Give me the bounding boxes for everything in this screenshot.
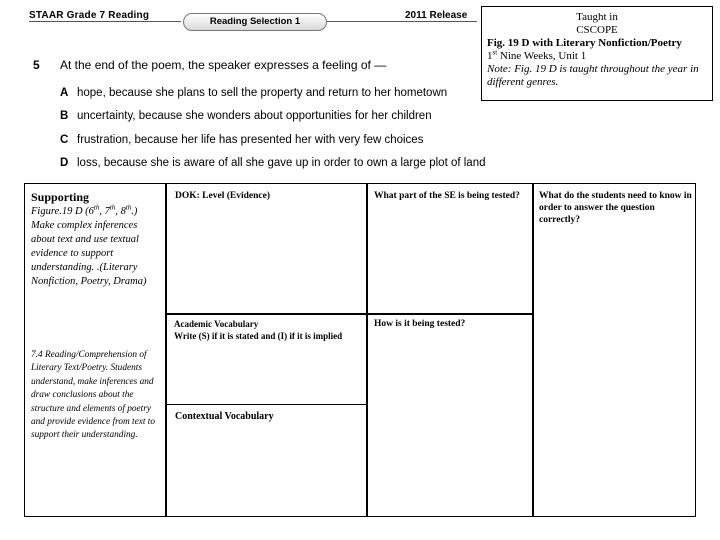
answer-choice-c[interactable] bbox=[60, 134, 423, 146]
taught-in-label: Taught in bbox=[576, 11, 618, 23]
figure-19d-standard: Figure.19 D (6th, 7th, 8th.) Make complex inferences about text and use textual evidence to support understanding. .(Literary Nonfiction, Poetry, Drama) bbox=[31, 203, 147, 287]
reading-selection-label: Reading Selection 1 bbox=[183, 13, 327, 31]
choice-letter: A bbox=[60, 87, 69, 99]
contextual-vocabulary-label: Contextual Vocabulary bbox=[175, 411, 274, 422]
choice-letter: B bbox=[60, 110, 69, 122]
se-tested-label: What part of the SE is being tested? bbox=[374, 191, 520, 201]
cscope-info-box bbox=[481, 6, 713, 101]
standard-7-4: 7.4 Reading/Comprehension of Literary Text/Poetry. Students understand, make inferences and draw conclusions about the structure and elements of poetry and provide evidence from text to support their understanding. bbox=[31, 350, 156, 441]
release-year-label: 2011 Release bbox=[405, 10, 468, 21]
cscope-label: CSCOPE bbox=[576, 24, 618, 36]
choice-text: uncertainty, because she wonders about opportunities for her children bbox=[77, 110, 432, 122]
students-need-cell bbox=[533, 183, 696, 517]
answer-choice-a[interactable] bbox=[60, 87, 447, 99]
se-tested-cell bbox=[367, 183, 533, 314]
nine-weeks-label: 1st Nine Weeks, Unit 1 bbox=[487, 48, 587, 62]
fig-note: Note: Fig. 19 D is taught throughout the year in different genres. bbox=[487, 63, 699, 88]
contextual-vocab-divider bbox=[166, 404, 367, 405]
dok-label: DOK: Level (Evidence) bbox=[175, 191, 270, 201]
how-tested-cell bbox=[367, 314, 533, 517]
choice-text: frustration, because her life has presented her with very few choices bbox=[77, 134, 424, 146]
fig-genre-label: Fig. 19 D with Literary Nonfiction/Poetry bbox=[487, 37, 682, 49]
question-stem: At the end of the poem, the speaker expresses a feeling of — bbox=[60, 58, 387, 72]
answer-choice-b[interactable] bbox=[60, 110, 432, 122]
students-need-label: What do the students need to know in order to answer the question correctly? bbox=[539, 191, 692, 225]
question-number: 5 bbox=[33, 58, 40, 72]
test-header-title: STAAR Grade 7 Reading bbox=[29, 10, 150, 21]
choice-letter: C bbox=[60, 134, 69, 146]
academic-vocabulary-note: Write (S) if it is stated and (I) if it is implied bbox=[174, 331, 343, 341]
dok-cell bbox=[166, 183, 367, 314]
answer-choice-d[interactable] bbox=[60, 157, 486, 169]
header-rule-left bbox=[29, 21, 181, 22]
how-tested-label: How is it being tested? bbox=[374, 319, 466, 329]
header-rule-right bbox=[327, 21, 477, 22]
academic-vocabulary-title: Academic Vocabulary bbox=[174, 319, 259, 329]
choice-text: loss, because she is aware of all she gave up in order to own a large plot of land bbox=[77, 157, 486, 169]
academic-vocabulary-label bbox=[174, 318, 359, 342]
choice-letter: D bbox=[60, 157, 69, 169]
supporting-title: Supporting bbox=[31, 190, 90, 204]
choice-text: hope, because she plans to sell the property and return to her hometown bbox=[77, 87, 448, 99]
